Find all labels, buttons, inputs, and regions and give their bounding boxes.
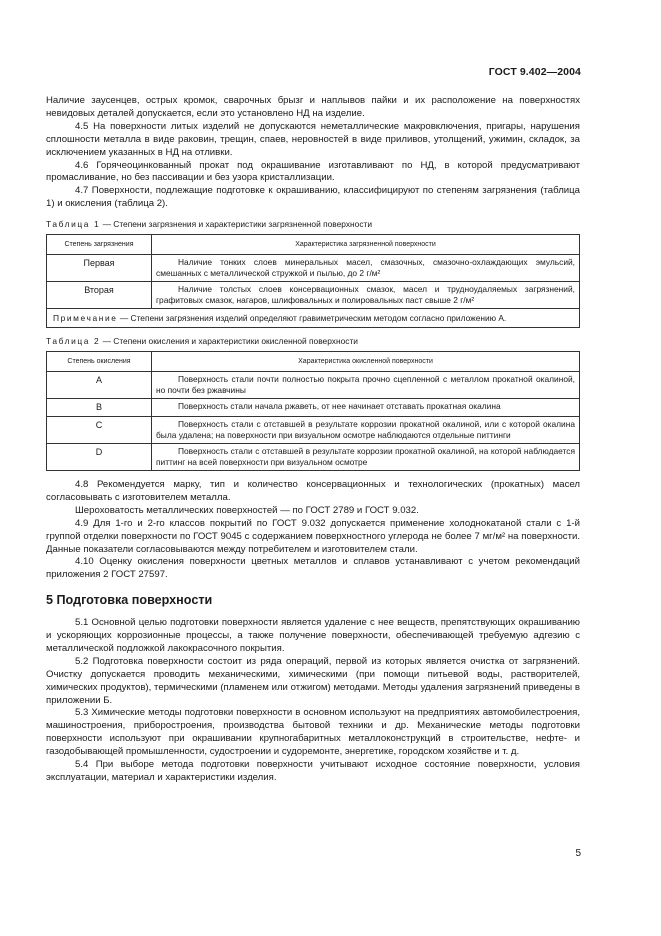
description-text: Поверхность стали начала ржаветь, от нее начинает отставать прокатная окалина (178, 400, 501, 411)
paragraph-4-5: 4.5 На поверхности литых изделий не допускаются неметаллические макровключения, пригары, нарушения сплошности металла в виде раковин, трещин, спаев, неровностей в виде приливов, утолщений, ужимин, складок, за исключением указанных в НД на отливки. (46, 120, 580, 158)
paragraph-burrs: Наличие заусенцев, острых кромок, сварочных брызг и наплывов пайки и их расположение на поверхностях невидовых деталей допускается, если это установлено НД на изделие. (46, 95, 580, 119)
paragraph-5-3: 5.3 Химические методы подготовки поверхности в основном используют на предприятиях автомобилестроения, машиностроения, приборостроения, производства бытовой техники и др. Механические методы подготовки поверхности используют при окрашивании крупногабаритных металлоконструкций в строительстве, нефте- и газодобывающей промышленности, судостроении и судоремонте, энергетике, городском хозяйстве и т. д. (46, 707, 580, 758)
table1-note-label: Примечание (53, 313, 118, 324)
table-row (47, 282, 580, 309)
table1-note (47, 309, 580, 328)
description-cell (152, 255, 580, 282)
description-cell (152, 398, 580, 416)
table1-col2-header: Характеристика загрязненной поверхности (152, 235, 580, 255)
table-row (47, 443, 580, 470)
table1-note-text: — Степени загрязнения изделий определяют гравиметрическим методом согласно приложению А. (119, 313, 507, 324)
description-text: Поверхность стали почти полностью покрыта прочно сцепленной с металлом прокатной окалиной, но почти без ржавчины (156, 373, 575, 395)
table1-col1-header: Степень загрязнения (47, 235, 152, 255)
description-text: Поверхность стали с отставшей в результате коррозии прокатной окалиной, или с которой окалина была удалена; на поверхности при визуальном осмотре наблюдаются отдельные питтинги (156, 418, 575, 440)
table2-caption-text: — Степени окисления и характеристики окисленной поверхности (102, 336, 358, 347)
description-text: Поверхность стали с отставшей в результате коррозии прокатной окалиной, на которой наблюдается питтинг на всей поверхности при визуальном осмотре (156, 445, 575, 467)
table-row (47, 371, 580, 398)
paragraph-5-1: 5.1 Основной целью подготовки поверхности является удаление с нее веществ, препятствующих окрашиванию и ускоряющих коррозионные процессы, а также получение поверхности, обеспечивающей требуемую адгезию с металлической подложкой лакокрасочного покрытия. (46, 617, 580, 654)
paragraph-5-2: 5.2 Подготовка поверхности состоит из ряда операций, первой из которых является очистка от загрязнений. Очистку допускается проводить механическими, химическими (при помощи питьевой воды, растворителей, химических продуктов), термическими (пламенем или отжигом) методами. Методы удаления загрязнений приведены в приложении Б. (46, 655, 580, 706)
table-header-row (47, 351, 580, 371)
page-number: 5 (575, 848, 581, 859)
description-text: Наличие толстых слоев консервационных смазок, масел и трудноудаляемых загрязнений, графитовых смазок, нагаров, шлифовальных и полировальных паст свыше 2 г/м² (156, 284, 575, 306)
table1-caption-label: Таблица 1 (46, 219, 101, 230)
table1-caption (46, 218, 580, 231)
page-content (46, 95, 580, 785)
document-code-header: ГОСТ 9.402—2004 (488, 66, 581, 78)
degree-cell: B (47, 398, 152, 416)
table2-caption (46, 335, 580, 348)
paragraph-5-4: 5.4 При выборе метода подготовки поверхности учитывают исходное состояние поверхности, условия эксплуатации, материал и характеристики изделия. (46, 759, 580, 783)
paragraph-4-7: 4.7 Поверхности, подлежащие подготовке к окрашиванию, классифицируют по степеням загрязнения (таблица 1) и окисления (таблица 2). (46, 185, 580, 210)
table2-col1-header: Степень окисления (47, 351, 152, 371)
degree-cell: C (47, 416, 152, 443)
description-cell (152, 416, 580, 443)
table1-caption-text: — Степени загрязнения и характеристики загрязненной поверхности (102, 219, 373, 230)
degree-cell: Вторая (47, 282, 152, 309)
degree-cell: Первая (47, 255, 152, 282)
description-text: Наличие тонких слоев минеральных масел, смазочных, смазочно-охлаждающих эмульсий, смешанных с металлической стружкой и пылью, до 2 г/м² (156, 257, 575, 279)
description-cell (152, 282, 580, 309)
table-header-row (47, 235, 580, 255)
oxidation-table (46, 351, 580, 471)
section-5-title: 5 Подготовка поверхности (46, 593, 213, 608)
paragraph-4-8: 4.8 Рекомендуется марку, тип и количество консервационных и технологических (прокатных) масел согласовывать с изготовителем металла. (46, 478, 580, 503)
table-note-row (47, 309, 580, 328)
paragraph-4-6: 4.6 Горячеоцинкованный прокат под окрашивание изготавливают по НД, в которой предусматривают промасливание, но без пассивации и без узора кристаллизации. (46, 159, 580, 184)
table2-caption-label: Таблица 2 (46, 336, 101, 347)
paragraph-roughness: Шероховатость металлических поверхностей — по ГОСТ 2789 и ГОСТ 9.032. (75, 504, 419, 516)
contamination-table (46, 234, 580, 328)
description-cell (152, 371, 580, 398)
paragraph-4-10: 4.10 Оценку окисления поверхности цветных металлов и сплавов устанавливают с учетом рекомендаций приложения 2 ГОСТ 27597. (46, 556, 580, 581)
paragraph-4-9: 4.9 Для 1-го и 2-го классов покрытий по ГОСТ 9.032 допускается применение холоднокатаной стали с 1-й группой отделки поверхности по ГОСТ 9045 с содержанием поверхностного углерода не более 7 мг/м² на поверхности. Данные показатели согласовываются между потребителем и изготовителем стали. (46, 517, 580, 555)
description-cell (152, 443, 580, 470)
degree-cell: D (47, 443, 152, 470)
table2-col2-header: Характеристика окисленной поверхности (152, 351, 580, 371)
table-row (47, 255, 580, 282)
table-row (47, 398, 580, 416)
degree-cell: A (47, 371, 152, 398)
table-row (47, 416, 580, 443)
